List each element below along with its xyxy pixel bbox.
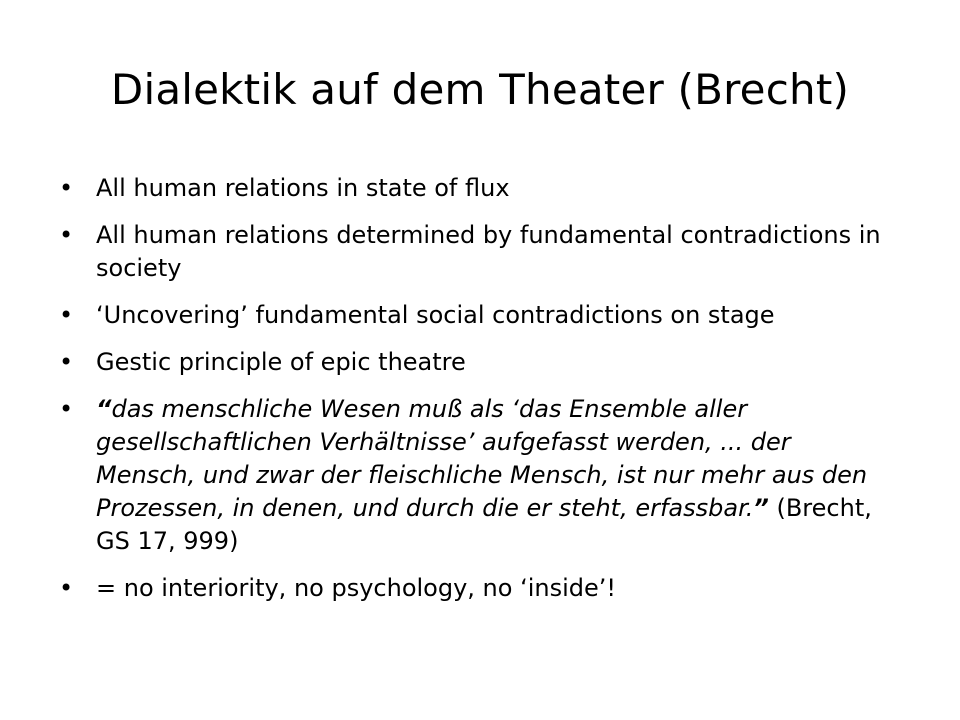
bullet-text: Gestic principle of epic theatre	[96, 348, 466, 376]
bullet-text: All human relations in state of flux	[96, 174, 510, 202]
bullet-item	[56, 572, 896, 605]
bullet-dot-icon: •	[59, 395, 74, 423]
bullet-item	[56, 219, 896, 285]
bullet-item	[56, 346, 896, 379]
quote-close-mark: ”	[753, 494, 769, 522]
bullet-item	[56, 172, 896, 205]
bullet-dot-icon: •	[59, 348, 74, 376]
bullet-text: = no interiority, no psychology, no ‘inside’!	[96, 574, 616, 602]
slide-title: Dialektik auf dem Theater (Brecht)	[110, 65, 850, 114]
bullet-text: ‘Uncovering’ fundamental social contradictions on stage	[96, 301, 775, 329]
quote-citation: (Brecht, GS 17, 999)	[96, 494, 872, 555]
bullet-text: All human relations determined by fundamental contradictions in society	[96, 221, 881, 282]
bullet-dot-icon: •	[59, 574, 74, 602]
bullet-item	[56, 299, 896, 332]
bullet-dot-icon: •	[59, 301, 74, 329]
bullet-dot-icon: •	[59, 221, 74, 249]
quote-text: das menschliche Wesen muß als ‘das Ensemble aller gesellschaftlichen Verhältnisse’ aufgefasst werden, ... der Mensch, und zwar der fleischliche Mensch, ist nur mehr aus den Prozessen, in denen, und durch die er steht, erfassbar.	[96, 395, 868, 522]
quote-open-mark: “	[96, 395, 112, 423]
bullet-item-quote	[56, 393, 896, 558]
bullet-list	[56, 172, 896, 619]
bullet-dot-icon: •	[59, 174, 74, 202]
